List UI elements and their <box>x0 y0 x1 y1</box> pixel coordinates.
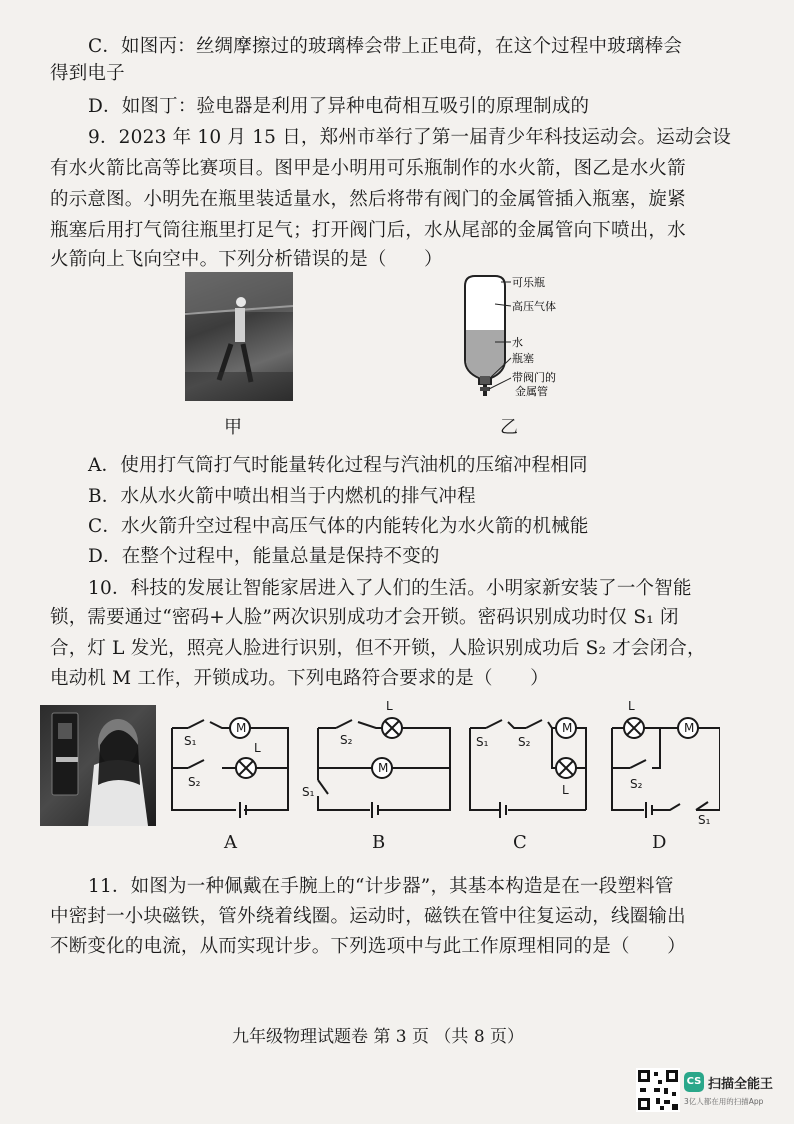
circuit-a <box>172 718 288 818</box>
switch-s1-label-c: S₁ <box>476 735 489 749</box>
figure-jia-caption: 甲 <box>224 417 242 438</box>
motor-symbol-b: M <box>378 761 389 775</box>
qr-code-icon <box>636 1068 680 1112</box>
label-line-tube <box>489 378 511 389</box>
switch-s2-label-d: S₂ <box>630 777 643 791</box>
circuit-d <box>612 718 720 818</box>
switch-s1-label-b: S₁ <box>302 785 315 799</box>
circuit-letter-c: C <box>513 832 527 853</box>
q10-line-2: 锁，需要通过“密码+人脸”两次识别成功才会开锁。密码识别成功时仅 S₁ 闭 <box>50 607 679 628</box>
switch-s2-label-b: S₂ <box>340 733 353 747</box>
page-footer: 九年级物理试题卷 第 3 页 （共 8 页） <box>232 1027 525 1047</box>
q8-option-c-line2: 得到电子 <box>50 63 125 84</box>
label-tube: 金属管 <box>515 385 548 398</box>
q9-option-c: C．水火箭升空过程中高压气体的内能转化为水火箭的机械能 <box>88 516 589 537</box>
q11-line-3: 不断变化的电流，从而实现计步。下列选项中与此工作原理相同的是（ ） <box>50 936 686 957</box>
stopper <box>480 376 490 384</box>
valve <box>480 387 490 391</box>
q11-line-2: 中密封一小块磁铁，管外绕着线圈。运动时，磁铁在管中往复运动，线圈输出 <box>50 906 686 927</box>
circuit-letter-d: D <box>652 832 667 853</box>
scanner-slogan: 3亿人都在用的扫描App <box>684 1097 764 1106</box>
lamp-label-a: L <box>254 741 261 755</box>
switch-s2-label-a: S₂ <box>188 775 201 789</box>
q9-line-4: 瓶塞后用打气筒往瓶里打足气；打开阀门后，水从尾部的金属管向下喷出，水 <box>50 220 686 241</box>
switch-s1-label-d: S₁ <box>698 813 711 827</box>
q11-line-1: 11．如图为一种佩戴在手腕上的“计步器”，其基本构造是在一段塑料管 <box>88 876 674 897</box>
motor-symbol-d: M <box>684 721 695 735</box>
figure-yi-caption: 乙 <box>500 417 518 438</box>
q8-option-c-line1: C．如图丙：丝绸摩擦过的玻璃棒会带上正电荷，在这个过程中玻璃棒会 <box>88 36 683 57</box>
scanner-app-name: 扫描全能王 <box>708 1077 774 1092</box>
switch-s2-label-c: S₂ <box>518 735 531 749</box>
smart-lock-photo <box>40 705 156 826</box>
q8-option-d: D．如图丁：验电器是利用了异种电荷相互吸引的原理制成的 <box>88 96 590 117</box>
q10-line-4: 电动机 M 工作，开锁成功。下列电路符合要求的是（ ） <box>50 668 549 689</box>
scanner-logo-icon: CS <box>684 1072 704 1092</box>
smart-lock-silhouette <box>40 705 156 826</box>
lamp-label-c: L <box>562 783 569 797</box>
lamp-label-b: L <box>386 699 393 713</box>
circuit-diagrams <box>160 698 720 828</box>
water-rocket-diagram <box>455 272 575 400</box>
motor-symbol-c: M <box>562 721 573 735</box>
label-water: 水 <box>512 336 523 349</box>
motor-symbol-a: M <box>236 721 247 735</box>
water-rocket-photo <box>185 272 293 401</box>
q9-line-5: 火箭向上飞向空中。下列分析错误的是（ ） <box>50 249 443 270</box>
q9-line-3: 的示意图。小明先在瓶里装适量水，然后将带有阀门的金属管插入瓶塞，旋紧 <box>50 189 686 210</box>
scanner-watermark <box>636 1068 786 1114</box>
label-bottle: 可乐瓶 <box>512 276 545 289</box>
q9-line-1: 9．2023 年 10 月 15 日，郑州市举行了第一届青少年科技运动会。运动会设 <box>88 127 732 148</box>
q9-option-d: D．在整个过程中，能量总量是保持不变的 <box>88 546 440 567</box>
q9-line-2: 有水火箭比高等比赛项目。图甲是小明用可乐瓶制作的水火箭，图乙是水火箭 <box>50 158 686 179</box>
circuit-letter-a: A <box>224 832 237 853</box>
q10-line-1: 10．科技的发展让智能家居进入了人们的生活。小明家新安装了一个智能 <box>88 578 692 599</box>
label-valve: 带阀门的 <box>512 371 556 384</box>
lamp-label-d: L <box>628 699 635 713</box>
label-stopper: 瓶塞 <box>512 352 534 365</box>
q9-option-b: B．水从水火箭中喷出相当于内燃机的排气冲程 <box>88 486 476 507</box>
q10-line-3: 合，灯 L 发光，照亮人脸进行识别，但不开锁，人脸识别成功后 S₂ 才会闭合， <box>50 638 706 659</box>
label-gas: 高压气体 <box>512 300 556 313</box>
switch-s1-label-a: S₁ <box>184 734 197 748</box>
photo-silhouette <box>185 272 293 401</box>
q9-option-a: A．使用打气筒打气时能量转化过程与汽油机的压缩冲程相同 <box>88 455 588 476</box>
circuit-letter-b: B <box>372 832 386 853</box>
